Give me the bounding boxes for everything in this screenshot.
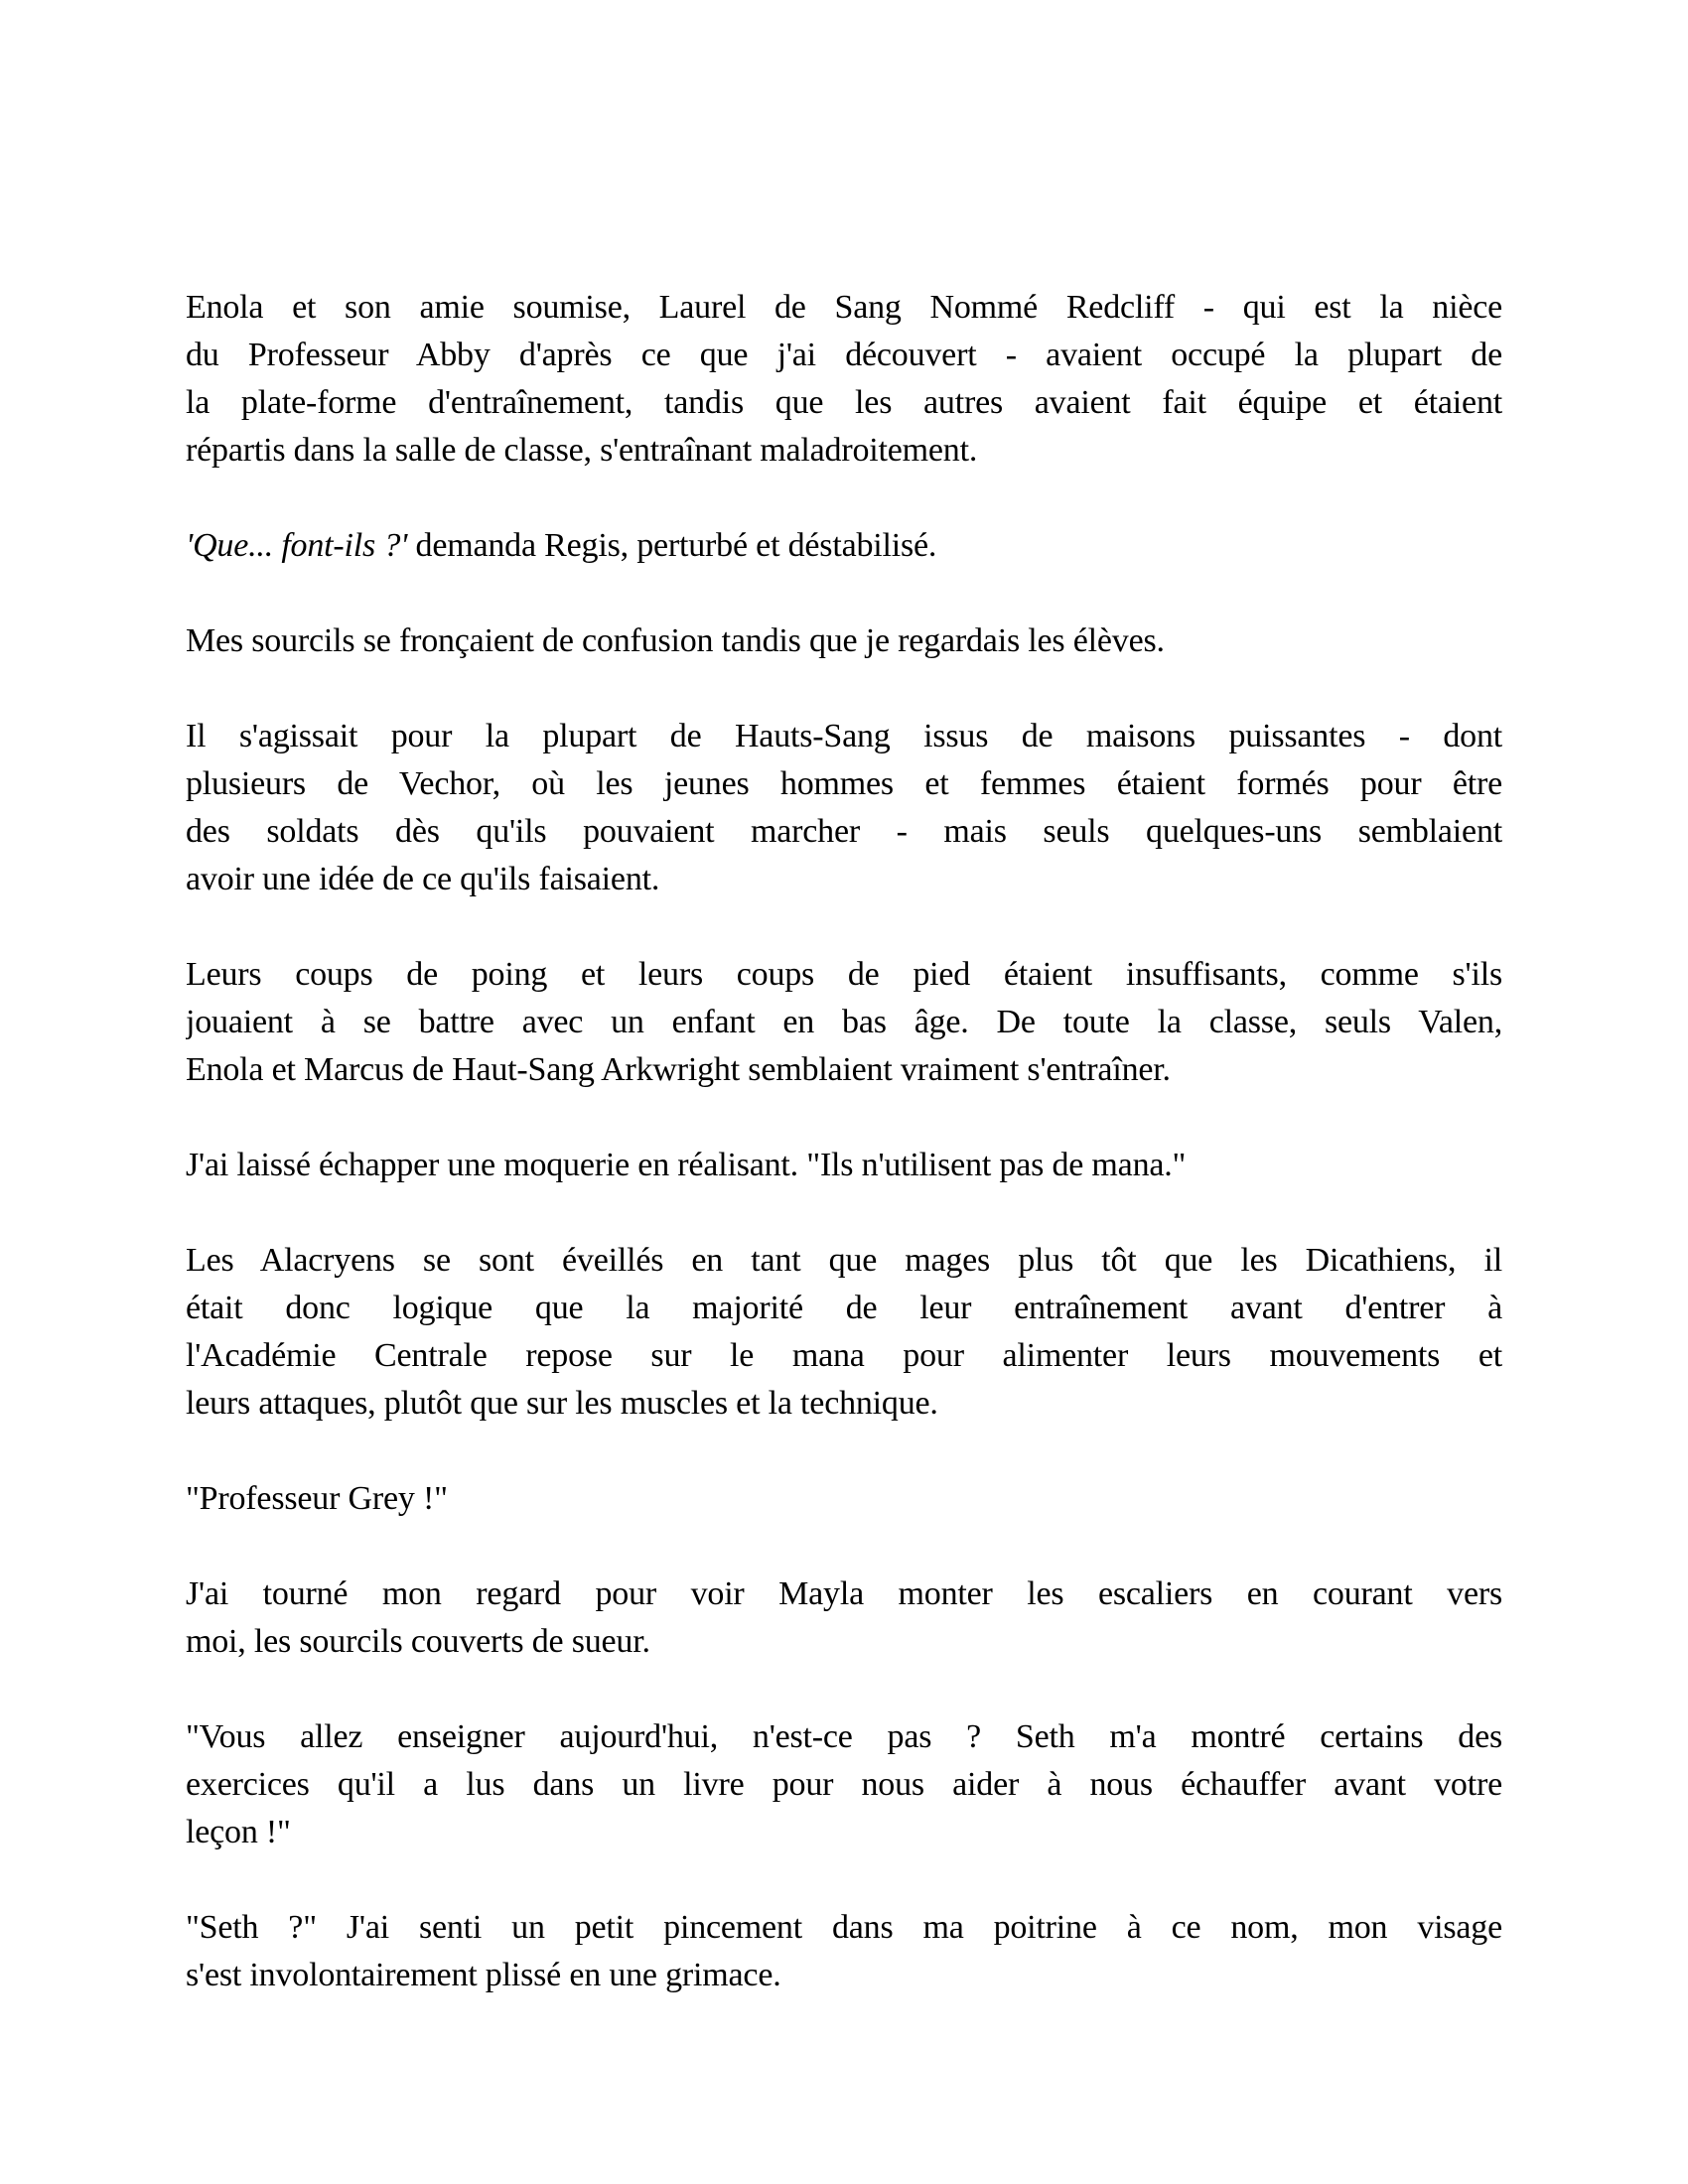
text-segment: l'Académie Centrale repose sur le mana pour alimenter leurs mouvements et — [186, 1337, 1502, 1374]
text-segment: Mes sourcils se fronçaient de confusion tandis que je regardais les élèves. — [186, 622, 1165, 659]
text-segment: Les Alacryens se sont éveillés en tant que mages plus tôt que les Dicathiens, il — [186, 1242, 1502, 1279]
paragraph-11 — [186, 1904, 1502, 1999]
text-line — [186, 1142, 1502, 1189]
paragraph-5 — [186, 951, 1502, 1094]
paragraph-10 — [186, 1713, 1502, 1856]
text-segment: des soldats dès qu'ils pouvaient marcher - mais seuls quelques-uns semblaient — [186, 813, 1502, 850]
text-line — [186, 1570, 1502, 1618]
text-segment: s'est involontairement plissé en une grimace. — [186, 1957, 781, 1993]
text-line — [186, 856, 1502, 903]
text-line — [186, 1809, 1502, 1856]
text-line — [186, 1332, 1502, 1380]
text-line — [186, 522, 1502, 570]
text-line — [186, 1618, 1502, 1666]
text-segment: moi, les sourcils couverts de sueur. — [186, 1623, 650, 1660]
text-segment: demanda Regis, perturbé et déstabilisé. — [407, 527, 937, 564]
text-segment: Enola et Marcus de Haut-Sang Arkwright semblaient vraiment s'entraîner. — [186, 1051, 1171, 1088]
text-segment: "Vous allez enseigner aujourd'hui, n'est-ce pas ? Seth m'a montré certains des — [186, 1718, 1502, 1755]
text-line — [186, 1285, 1502, 1332]
text-segment: la plate-forme d'entraînement, tandis que les autres avaient fait équipe et étaient — [186, 384, 1502, 421]
paragraph-9 — [186, 1570, 1502, 1666]
text-segment: J'ai tourné mon regard pour voir Mayla monter les escaliers en courant vers — [186, 1575, 1502, 1612]
text-segment: avoir une idée de ce qu'ils faisaient. — [186, 861, 660, 897]
text-line — [186, 808, 1502, 856]
text-line — [186, 1237, 1502, 1285]
text-line — [186, 999, 1502, 1046]
text-line — [186, 951, 1502, 999]
text-line — [186, 760, 1502, 808]
text-line — [186, 427, 1502, 475]
paragraph-6 — [186, 1142, 1502, 1189]
paragraph-1 — [186, 284, 1502, 475]
text-line — [186, 1713, 1502, 1761]
text-line — [186, 284, 1502, 332]
text-line — [186, 1761, 1502, 1809]
text-segment: Il s'agissait pour la plupart de Hauts-Sang issus de maisons puissantes - dont — [186, 718, 1502, 754]
text-segment: jouaient à se battre avec un enfant en bas âge. De toute la classe, seuls Valen, — [186, 1004, 1502, 1040]
text-segment: était donc logique que la majorité de leur entraînement avant d'entrer à — [186, 1290, 1502, 1326]
text-line — [186, 1952, 1502, 1999]
paragraph-4 — [186, 713, 1502, 903]
text-segment: exercices qu'il a lus dans un livre pour nous aider à nous échauffer avant votre — [186, 1766, 1502, 1803]
text-line — [186, 617, 1502, 665]
italic-text-segment: 'Que... font-ils ?' — [186, 527, 408, 564]
text-segment: "Seth ?" J'ai senti un petit pincement dans ma poitrine à ce nom, mon visage — [186, 1909, 1502, 1946]
paragraph-3 — [186, 617, 1502, 665]
text-segment: leçon !" — [186, 1814, 291, 1850]
text-line — [186, 379, 1502, 427]
text-segment: Enola et son amie soumise, Laurel de Sang Nommé Redcliff - qui est la nièce — [186, 289, 1502, 326]
text-line — [186, 1380, 1502, 1428]
text-segment: Leurs coups de poing et leurs coups de pied étaient insuffisants, comme s'ils — [186, 956, 1502, 993]
text-segment: "Professeur Grey !" — [186, 1480, 448, 1517]
text-line — [186, 1046, 1502, 1094]
paragraph-7 — [186, 1237, 1502, 1428]
text-line — [186, 713, 1502, 760]
text-segment: répartis dans la salle de classe, s'entraînant maladroitement. — [186, 432, 978, 469]
paragraph-2 — [186, 522, 1502, 570]
text-line — [186, 1475, 1502, 1523]
text-segment: leurs attaques, plutôt que sur les muscles et la technique. — [186, 1385, 938, 1422]
text-line — [186, 1904, 1502, 1952]
text-segment: du Professeur Abby d'après ce que j'ai découvert - avaient occupé la plupart de — [186, 337, 1502, 373]
text-segment: plusieurs de Vechor, où les jeunes hommes et femmes étaient formés pour être — [186, 765, 1502, 802]
paragraph-8 — [186, 1475, 1502, 1523]
text-segment: J'ai laissé échapper une moquerie en réalisant. "Ils n'utilisent pas de mana." — [186, 1147, 1187, 1183]
text-line — [186, 332, 1502, 379]
